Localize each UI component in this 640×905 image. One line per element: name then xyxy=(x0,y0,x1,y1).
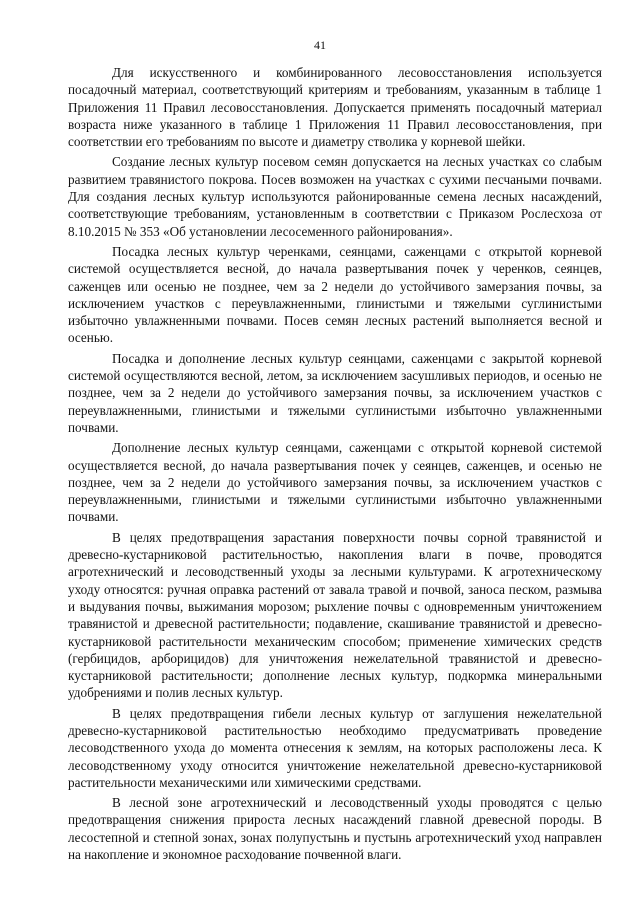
paragraph-planting-material: Для искусственного и комбинированного лесовосстановления используется посадочный материал, соответствующий критериям и требованиям, указанным в таблице 1 Приложения 11 Правил лесовосстановления. Допускается применять посадочный материал возраста ниже указанного в таблице 1 Приложения 11 Правил лесовосстановления, при соответствии его требованиям по высоте и диаметру стволика у корневой шейки. xyxy=(68,65,602,150)
paragraph-agrotechnical-care: В целях предотвращения зарастания поверхности почвы сорной травянистой и древесно-кустарниковой растительностью, накопления влаги в почве, проводятся агротехнический и лесоводственный уходы за лесными культурами. К агротехническому уходу относятся: ручная оправка растений от завала травой и почвой, заноса песком, размыва и выдувания почвы, выжимания морозом; рыхление почвы с одновременным уничтожением травянистой и древесной растительности; подавление, скашивание травянистой и древесно-кустарниковой растительности механическим способом; применение химических средств (гербицидов, арборицидов) для уничтожения нежелательной травянистой и древесно-кустарниковой растительности; дополнение лесных культур, подкормка минеральными удобрениями и полив лесных культур. xyxy=(68,529,602,701)
paragraph-closed-root-planting: Посадка и дополнение лесных культур сеянцами, саженцами с закрытой корневой системой осуществляются весной, летом, за исключением засушливых периодов, и осенью не позднее, чем за 2 недели до устойчивого замерзания почвы, за исключением участков с переувлажненными, глинистыми и тяжелыми суглинистыми избыточно увлажненными почвами. xyxy=(68,350,602,435)
paragraph-silvicultural-care: В целях предотвращения гибели лесных культур от заглушения нежелательной древесно-кустарниковой растительностью необходимо предусматривать проведение лесоводственного ухода до момента отнесения к землям, на которых расположены леса. К лесоводственному уходу относится уничтожение нежелательной древесно-кустарниковой растительности механическими или химическими средствами. xyxy=(68,705,602,790)
paragraph-open-root-supplement: Дополнение лесных культур сеянцами, саженцами с открытой корневой системой осуществляется весной, до начала развертывания почек у сеянцев, саженцев, и осенью не позднее, чем за 2 недели до устойчивого замерзания почвы, за исключением участков с переувлажненными, глинистыми и тяжелыми суглинистыми избыточно увлажненными почвами. xyxy=(68,440,602,525)
paragraph-open-root-planting: Посадка лесных культур черенками, сеянцами, саженцами с открытой корневой системой осуществляется весной, до начала развертывания почек у черенков, сеянцев, саженцев или осенью не позднее, чем за 2 недели до устойчивого замерзания почвы, за исключением участков с переувлажненными, глинистыми и тяжелыми суглинистыми избыточно увлажненными почвами. Посев семян лесных растений выполняется весной и осенью. xyxy=(68,243,602,346)
paragraph-seed-sowing: Создание лесных культур посевом семян допускается на лесных участках со слабым развитием травянистого покрова. Посев возможен на участках с сухими песчаными почвами. Для создания лесных культур используются районированные семена лесных насаждений, соответствующие требованиям, установленным в соответствии с Приказом Рослесхоза от 8.10.2015 № 353 «Об установлении лесосеменного районирования». xyxy=(68,154,602,239)
paragraph-zonal-care: В лесной зоне агротехнический и лесоводственный уходы проводятся с целью предотвращения снижения прироста лесных насаждений главной древесной породы. В лесостепной и степной зонах, зонах полупустынь и пустынь агротехнический уход направлен на накопление и экономное расходование почвенной влаги. xyxy=(68,795,602,863)
document-body xyxy=(68,64,602,866)
page-number: 41 xyxy=(314,38,326,52)
